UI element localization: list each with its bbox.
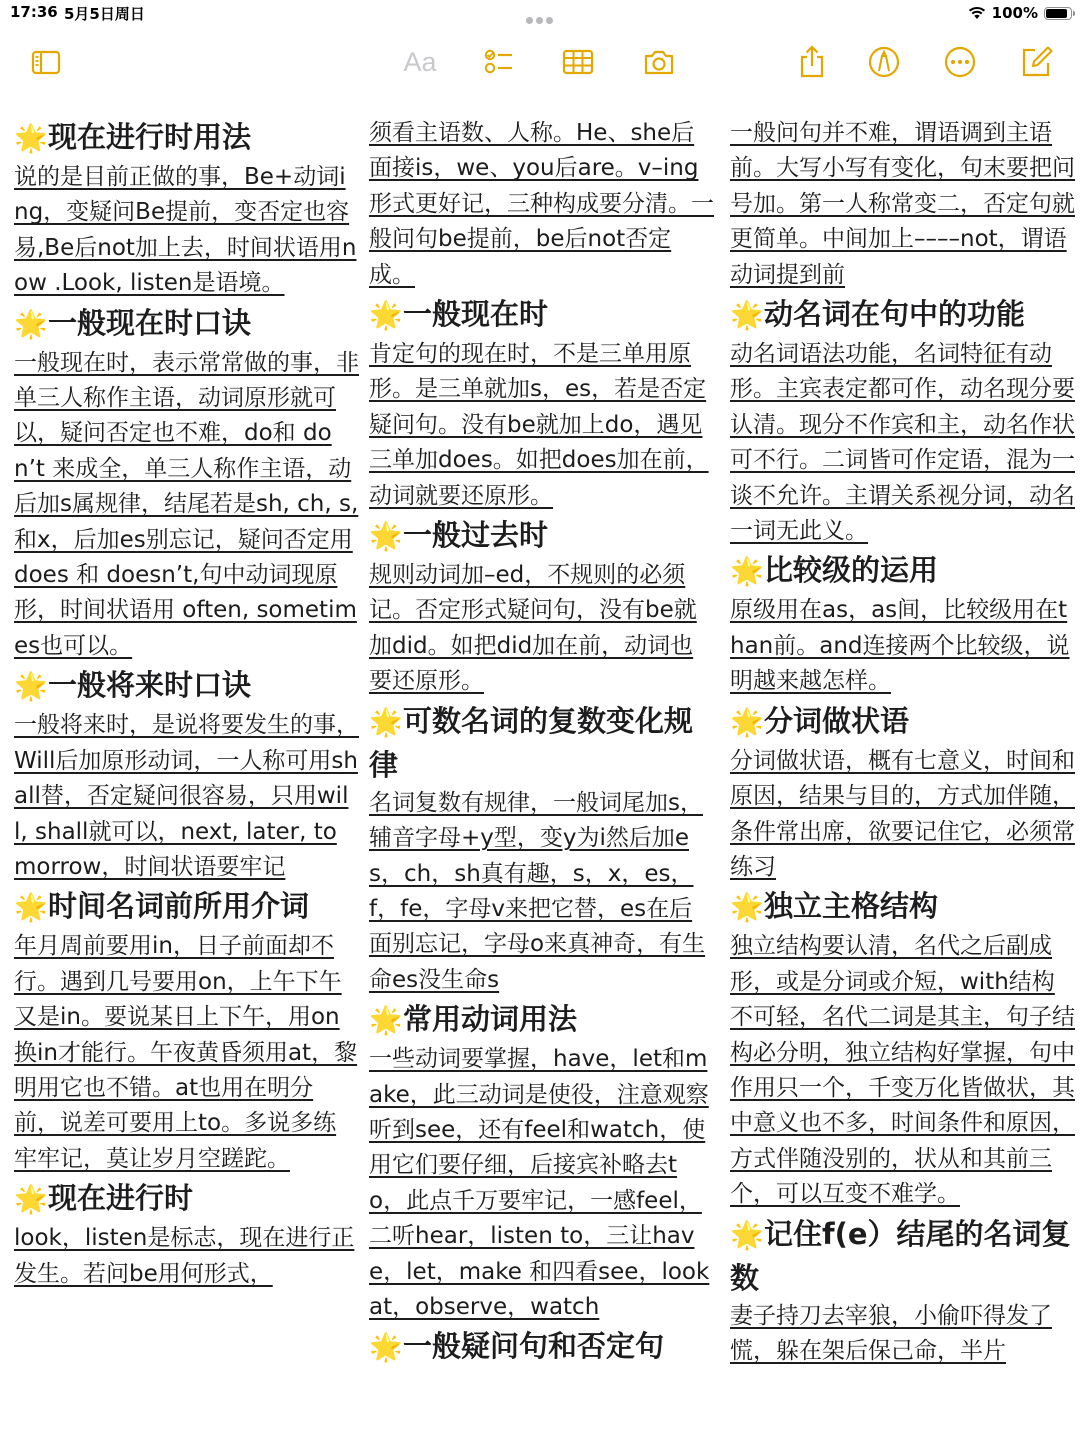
section-heading <box>369 1325 714 1369</box>
section-heading <box>14 116 359 160</box>
star-emoji-icon: 🌟 <box>14 1184 48 1216</box>
section-heading-text: 现在进行时用法 <box>48 120 252 154</box>
section-heading-text: 一般现在时 <box>403 297 549 332</box>
star-emoji-icon: 🌟 <box>730 556 764 588</box>
section-body[interactable]: 肯定句的现在时，不是三单用原形。是三单就加s，es，若是否定疑问句。没有be就加上do，遇见三单加does。如把does加在前，动词就要还原形。 <box>369 341 709 509</box>
section-heading-text: 现在进行时 <box>48 1181 194 1216</box>
section-heading <box>14 302 359 346</box>
section-heading <box>14 1177 359 1221</box>
section-body[interactable]: look，listen是标志，现在进行正发生。若问be用何形式， <box>14 1225 355 1287</box>
section-body[interactable]: 一般将来时，是说将要发生的事，Will后加原形动词，一人称可用shall替，否定疑问很容易，只用will, shall就可以，next, later, tomorrow，时间状语要牢记 <box>14 712 359 880</box>
section-body[interactable]: 妻子持刀去宰狼，小偷吓得发了慌，躲在架后保己命，半片 <box>730 1302 1052 1364</box>
status-date: 5月5日周日 <box>64 5 145 23</box>
section-body[interactable]: 一般问句并不难，谓语调到主语前。大写小写有变化，句末要把问号加。第一人称常变二，否定句就更简单。中间加上––––not，谓语动词提到前 <box>730 120 1075 288</box>
section-body[interactable]: 动名词语法功能，名词特征有动形。主宾表定都可作，动名现分要认清。现分不作宾和主，动名作状可不行。二词皆可作定语，混为一谈不允许。主谓关系视分词，动名一词无此义。 <box>730 341 1075 545</box>
status-right <box>968 3 1072 23</box>
note-column-2 <box>369 116 714 1369</box>
section-heading-text: 常用动词用法 <box>403 1002 578 1037</box>
wifi-icon <box>968 6 986 20</box>
star-emoji-icon: 🌟 <box>369 521 403 553</box>
checklist-icon[interactable] <box>476 40 520 84</box>
note-column-3 <box>730 116 1075 1369</box>
section-body[interactable]: 一些动词要掌握，have，let和make，此三动词是使役，注意观察听到see，还有feel和watch，使用它们要仔细，后接宾补略去to，此点千万要牢记，一感feel，二听hear，listen to，三让have，let，make 和四看see，look at，observe，watch <box>369 1046 710 1320</box>
section-body[interactable]: 规则动词加–ed，不规则的必须记。否定形式疑问句，没有be就加did。如把did加在前，动词也要还原形。 <box>369 562 697 695</box>
battery-icon <box>1044 7 1072 20</box>
star-emoji-icon: 🌟 <box>730 892 764 924</box>
more-icon[interactable] <box>938 40 982 84</box>
section-heading-text: 动名词在句中的功能 <box>764 297 1026 332</box>
section-heading <box>369 514 714 558</box>
status-time: 17:36 <box>10 3 58 21</box>
section-body[interactable]: 分词做状语，概有七意义，时间和原因，结果与目的，方式加伴随，条件常出席，欲要记住它，必须常练习 <box>730 747 1075 880</box>
section-heading-text: 独立主格结构 <box>764 889 939 924</box>
section-heading-text: 一般将来时口诀 <box>48 668 252 703</box>
share-icon[interactable] <box>790 40 834 84</box>
format-label: Aa <box>403 46 437 77</box>
star-emoji-icon: 🌟 <box>369 1005 403 1037</box>
section-heading <box>730 1213 1075 1299</box>
multitasking-dots-icon[interactable] <box>526 9 556 17</box>
section-body[interactable]: 说的是目前正做的事，Be+动词ing，变疑问Be提前，变否定也容易,Be后not加上去，时间状语用now .Look, listen是语境。 <box>14 164 357 297</box>
star-emoji-icon: 🌟 <box>14 671 48 703</box>
section-heading-text: 分词做状语 <box>764 703 910 738</box>
star-emoji-icon: 🌟 <box>730 1219 764 1251</box>
star-emoji-icon: 🌟 <box>14 892 48 924</box>
camera-icon[interactable] <box>637 40 681 84</box>
sidebar-icon[interactable] <box>24 40 68 84</box>
star-emoji-icon: 🌟 <box>14 308 48 340</box>
markup-icon[interactable] <box>862 40 906 84</box>
star-emoji-icon: 🌟 <box>14 123 48 154</box>
section-body[interactable]: 年月周前要用in，日子前面却不行。遇到几号要用on，上午下午又是in。要说某日上下午，用on换in才能行。午夜黄昏须用at，黎明用它也不错。at也用在明分前，说差可要用上to。多说多练牢牢记，莫让岁月空蹉跎。 <box>14 933 358 1172</box>
bottom-fade <box>0 1400 1080 1440</box>
section-body[interactable]: 独立结构要认清，名代之后副成形，或是分词或介短，with结构不可轻，名代二词是其主，句子结构必分明，独立结构好掌握，句中作用只一个，千变万化皆做状，其中意义也不多，时间条件和原因，方式伴随没别的，状从和其前三个，可以互变不难学。 <box>730 933 1075 1208</box>
star-emoji-icon: 🌟 <box>730 300 764 332</box>
status-bar <box>0 0 1080 28</box>
section-heading <box>369 293 714 337</box>
section-heading <box>730 885 1075 929</box>
section-heading <box>730 549 1075 593</box>
section-heading-text: 记住f(e）结尾的名词复数 <box>730 1216 1071 1295</box>
section-heading <box>14 664 359 708</box>
section-heading <box>369 700 714 786</box>
section-heading-text: 可数名词的复数变化规律 <box>369 703 694 782</box>
compose-icon[interactable] <box>1014 40 1058 84</box>
star-emoji-icon: 🌟 <box>369 300 403 332</box>
battery-fill <box>1046 9 1067 18</box>
section-heading-text: 一般现在时口诀 <box>48 305 252 340</box>
section-body[interactable]: 名词复数有规律，一般词尾加s，辅音字母+y型，变y为i然后加es，ch，sh真有趣，s，x，es，f，fe，字母v来把它替，es在后面别忘记，字母o来真神奇，有生命es没生命s <box>369 789 706 993</box>
battery-percent: 100% <box>991 4 1038 22</box>
notes-toolbar <box>0 40 1080 84</box>
section-heading-text: 比较级的运用 <box>764 553 939 588</box>
section-heading <box>730 700 1075 744</box>
section-heading <box>730 293 1075 337</box>
format-icon[interactable] <box>398 40 442 84</box>
section-body[interactable]: 一般现在时，表示常常做的事，非单三人称作主语，动词原形就可以，疑问否定也不难，do和 don’t 来成全，单三人称作主语，动后加s属规律，结尾若是sh, ch, s, 和x，后加es别忘记，疑问否定用does 和 doesn’t,句中动词现原形，时间状语用 often, sometimes也可以。 <box>14 349 359 659</box>
section-body[interactable]: 原级用在as，as间，比较级用在than前。and连接两个比较级，说明越来越怎样。 <box>730 597 1070 695</box>
section-heading <box>369 998 714 1042</box>
section-heading-text: 时间名词前所用介词 <box>48 889 310 924</box>
section-heading <box>14 885 359 929</box>
star-emoji-icon: 🌟 <box>369 1332 403 1364</box>
star-emoji-icon: 🌟 <box>369 706 403 738</box>
section-heading-text: 一般过去时 <box>403 518 549 553</box>
note-column-1 <box>14 116 359 1292</box>
section-heading-text: 一般疑问句和否定句 <box>403 1329 665 1364</box>
table-icon[interactable] <box>556 40 600 84</box>
star-emoji-icon: 🌟 <box>730 706 764 738</box>
section-body[interactable]: 须看主语数、人称。He、she后面接is，we、you后are。v–ing形式更好记，三种构成要分清。一般问句be提前，be后not否定成。 <box>369 120 714 288</box>
